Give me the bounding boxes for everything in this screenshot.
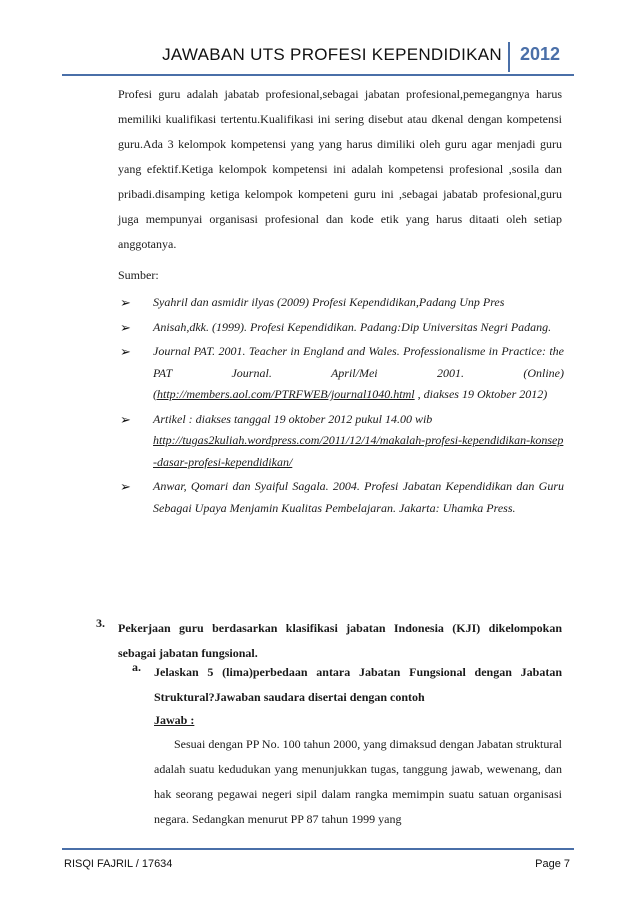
page-header [62, 40, 574, 76]
source-link[interactable]: (http://members.aol.com/PTRFWEB/journal1040.html [153, 387, 415, 401]
header-divider [508, 42, 510, 72]
source-text: Anisah,dkk. (1999). Profesi Kependidikan. Padang:Dip Universitas Negri Padang. [153, 319, 552, 334]
source-item [118, 317, 564, 339]
source-text: Anwar, Qomari dan Syaiful Sagala. 2004. Profesi Jabatan Kependidikan dan Guru Sebagai Upaya Menjamin Kualitas Pembelajaran. Jakarta: Uhamka Press. [153, 479, 564, 515]
source-item [118, 341, 564, 406]
sources-label: Sumber: [118, 268, 159, 282]
source-text: Syahril dan asmidir ilyas (2009) Profesi Kependidikan,Padang Unp Pres [153, 295, 505, 309]
intro-paragraph: Profesi guru adalah jabatab profesional,sebagai jabatan profesional,pemegangnya harus memiliki kualifikasi tertentu.Kualifikasi ini sering disebut atau dkenal dengan kompetensi guru.Ada 3 kelompok kompetensi yang yang harus dimiliki oleh guru agar menjadi guru yang efektif.Ketiga kelompok kompetensi ini adalah kompetensi profesional ,sosila dan pribadi.disamping ketiga kelompok kompeteni guru ini ,sebagai jabatab profesional,guru juga mempunyai organisasi profesional dan kode etik yang harus ditaati oleh setiap anggotanya. [118, 87, 562, 251]
arrow-bullet-icon: ➢ [120, 479, 131, 494]
source-item [118, 409, 564, 474]
source-text: Artikel : diakses tanggal 19 oktober 2012 pukul 14.00 wib [153, 411, 433, 426]
header-title: JAWABAN UTS PROFESI KEPENDIDIKAN [162, 45, 502, 64]
page-footer [62, 848, 574, 870]
answer-paragraph: Sesuai dengan PP No. 100 tahun 2000, yang dimaksud dengan Jabatan struktural adalah suatu kedudukan yang menunjukkan tugas, tanggung jawab, wewenang, dan hak seorang pegawai negeri sipil dalam rangka memimpin suatu satuan organisasi negara. Sedangkan menurut PP 87 tahun 1999 yang [154, 737, 562, 826]
arrow-bullet-icon: ➢ [120, 319, 131, 335]
source-text-after: , diakses 19 Oktober 2012) [414, 387, 548, 401]
question-number: 3. [96, 616, 105, 630]
sub-question-number: a. [132, 660, 141, 674]
sub-question-text: Jelaskan 5 (lima)perbedaan antara Jabatan Fungsional dengan Jabatan Struktural?Jawaban saudara disertai dengan contoh [154, 665, 562, 704]
footer-page-number: Page 7 [535, 858, 570, 870]
answer-label: Jawab : [154, 713, 195, 727]
source-link[interactable]: http://tugas2kuliah.wordpress.com/2011/12/14/makalah-profesi-kependidikan-konsep-dasar-profesi-kependidikan/ [153, 433, 564, 469]
source-text: Journal PAT. 2001. Teacher in England and Wales. Professionalisme in Practice: the PAT Journal. April/Mei 2001. (Online) [153, 344, 564, 380]
source-item [118, 476, 564, 519]
question-text: Pekerjaan guru berdasarkan klasifikasi jabatan Indonesia (KJI) dikelompokan sebagai jabatan fungsional. [118, 621, 562, 660]
arrow-bullet-icon: ➢ [120, 344, 131, 359]
source-item [118, 292, 564, 314]
arrow-bullet-icon: ➢ [120, 295, 131, 310]
sources-list [118, 282, 564, 519]
header-year: 2012 [519, 44, 560, 64]
footer-author: RISQI FAJRIL / 17634 [64, 858, 173, 870]
arrow-bullet-icon: ➢ [120, 411, 131, 427]
